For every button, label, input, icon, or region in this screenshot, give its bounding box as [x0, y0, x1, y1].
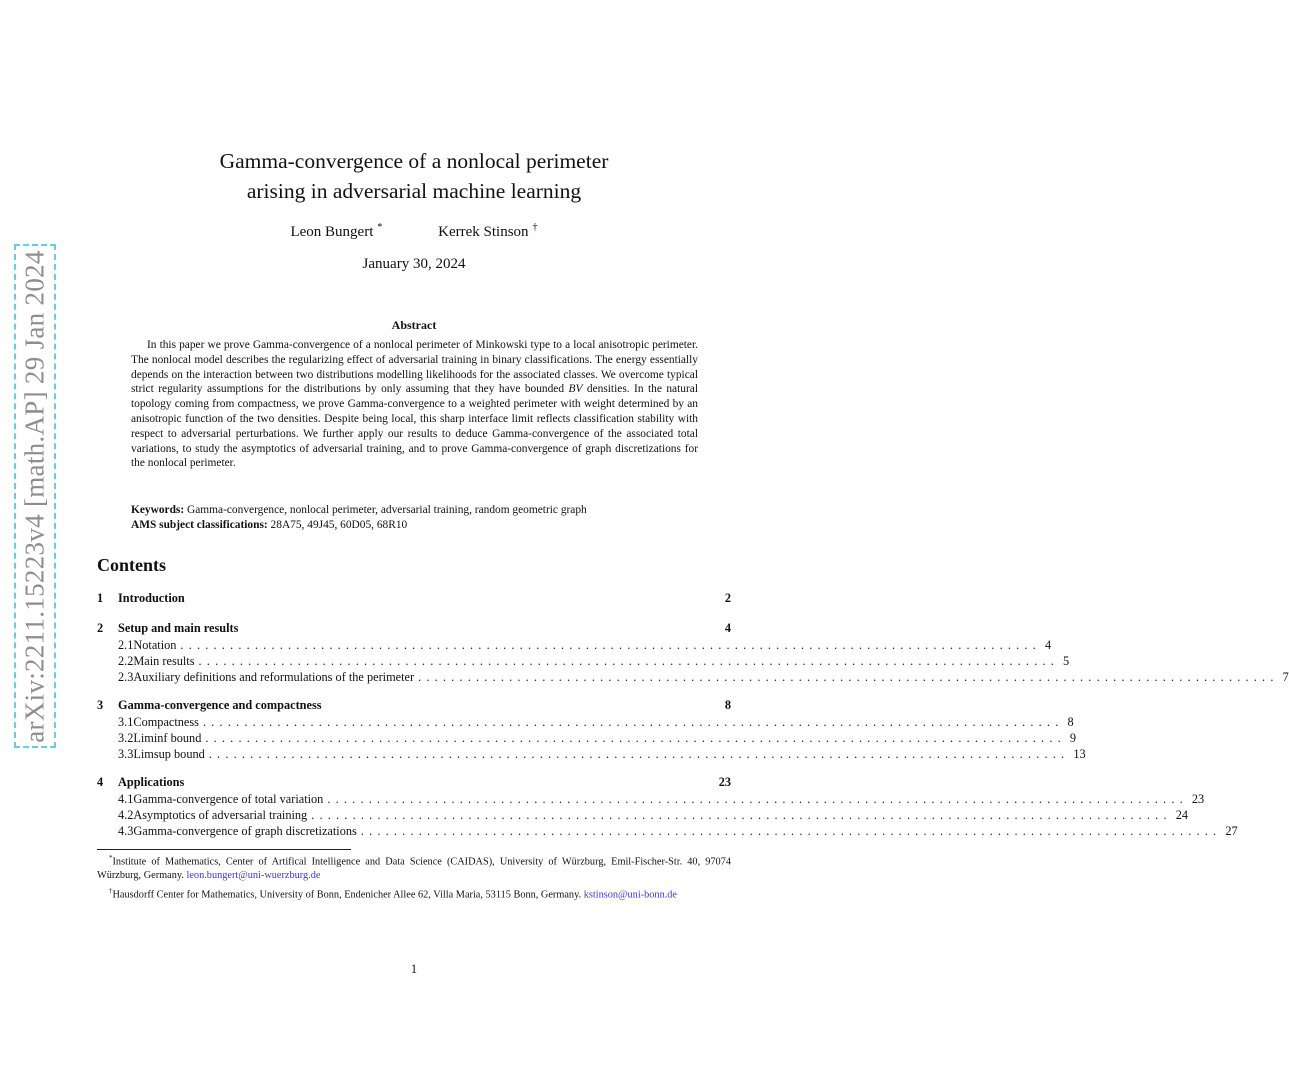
arxiv-stamp-text: arXiv:2211.15223v4 [math.AP] 29 Jan 2024 [19, 249, 50, 743]
toc-subsection-2-3[interactable] [97, 669, 1289, 685]
keywords-block [131, 503, 698, 533]
toc-subsection-page: 24 [1175, 808, 1189, 822]
toc-section-title: Setup and main results [118, 621, 239, 635]
toc-leader-dots: ........................................................................................................ [418, 670, 1279, 684]
toc-subsection-3-2[interactable] [97, 730, 1077, 746]
toc-subsection-4-2[interactable] [97, 807, 1189, 823]
toc-subsection-title: Main results [133, 654, 195, 668]
toc-subsection-number: 3.3 [118, 747, 134, 761]
toc-subsection-4-1[interactable] [97, 791, 1205, 807]
author-1 [290, 224, 382, 240]
toc-section-title: Applications [118, 775, 185, 789]
table-of-contents [97, 590, 1289, 839]
toc-leader-dots: ........................................................................................................ [180, 638, 1041, 652]
toc-section-title: Gamma-convergence and compactness [118, 698, 322, 712]
author-2-name: Kerrek Stinson [438, 224, 529, 240]
toc-subsection-title: Auxiliary definitions and reformulations of the perimeter [133, 670, 415, 684]
abstract-text-part-1: In this paper we prove Gamma-convergence of a nonlocal perimeter of Minkowski type to a local anisotropic perimeter. The nonlocal model describes the regularizing effect of adversarial training in binary classifications. The energy essentially depends on the interaction between two distributions modelling likelihoods for the associated classes. We overcome typical strict regularity assumptions for the distributions by only assuming that they have bounded [131, 339, 698, 396]
toc-subsection-page: 9 [1069, 731, 1077, 745]
title-line-2: arising in adversarial machine learning [246, 179, 582, 203]
footnotes [97, 852, 731, 904]
toc-subsection-4-3[interactable] [97, 823, 1238, 839]
toc-section-number: 1 [97, 591, 104, 605]
toc-section-title: Introduction [118, 591, 185, 605]
toc-section-page: 8 [724, 698, 731, 712]
toc-subsection-3-3[interactable] [97, 746, 1086, 762]
toc-subsection-2-2[interactable] [97, 653, 1070, 669]
page-number: 1 [410, 962, 418, 976]
footnote-1-text: Institute of Mathematics, Center of Artifical Intelligence and Data Science (CAIDAS), University of Würzburg, Emil-Fischer-Str. 40, 97074 Würzburg, Germany. [97, 856, 731, 882]
footnote-2-email-link[interactable]: kstinson@uni-bonn.de [583, 889, 678, 901]
toc-section-3[interactable] [97, 697, 731, 714]
keywords-label: Keywords: [131, 504, 185, 516]
keywords-value: Gamma-convergence, nonlocal perimeter, adversarial training, random geometric graph [187, 504, 587, 516]
toc-subsection-page: 13 [1073, 747, 1086, 761]
toc-leader-dots: ........................................................................................................ [205, 731, 1066, 745]
toc-subsection-title: Gamma-convergence of graph discretizations [133, 824, 357, 838]
toc-subsection-number: 4.3 [118, 824, 134, 838]
toc-subsection-title: Limsup bound [133, 747, 205, 761]
toc-subsection-number: 4.2 [118, 808, 134, 822]
footnote-2-text: Hausdorff Center for Mathematics, University of Bonn, Endenicher Allee 62, Villa Maria, 53115 Bonn, Germany. [112, 889, 584, 901]
footnote-1-email-link[interactable]: leon.bungert@uni-wuerzburg.de [186, 870, 321, 882]
ams-value: 28A75, 49J45, 60D05, 68R10 [270, 519, 408, 531]
abstract-text-part-2: densities. In the natural topology coming from compactness, we prove Gamma-convergence to a weighted perimeter with weight determined by an anisotropic function of the two densities. Despite being local, this sharp interface limit reflects classification stability with respect to adversarial perturbations. We further apply our results to deduce Gamma-convergence of the associated total variations, to study the asymptotics of adversarial training, and to prove Gamma-convergence of graph discretizations for the nonlocal perimeter. [131, 383, 698, 470]
toc-subsection-title: Liminf bound [133, 731, 202, 745]
toc-subsection-number: 2.2 [118, 654, 134, 668]
footnote-1-mark: * [109, 854, 113, 862]
toc-subsection-number: 3.2 [118, 731, 134, 745]
toc-subsection-page: 27 [1225, 824, 1238, 838]
toc-subsection-3-1[interactable] [97, 714, 1074, 730]
ams-line [131, 518, 698, 533]
contents-heading: Contents [97, 555, 167, 575]
toc-subsection-number: 2.3 [118, 670, 134, 684]
toc-subsection-number: 2.1 [118, 638, 134, 652]
paper-date: January 30, 2024 [362, 256, 466, 272]
toc-leader-dots: ........................................................................................................ [327, 792, 1188, 806]
toc-leader-dots: ........................................................................................................ [198, 654, 1060, 668]
title-line-1: Gamma-convergence of a nonlocal perimeter [219, 149, 609, 173]
toc-leader-dots: ........................................................................................................ [360, 824, 1222, 838]
abstract-heading: Abstract [391, 318, 437, 332]
toc-subsection-2-1[interactable] [97, 637, 1052, 653]
author-list [0, 222, 828, 241]
toc-subsection-number: 3.1 [118, 715, 134, 729]
toc-section-number: 3 [97, 698, 104, 712]
toc-subsection-page: 4 [1044, 638, 1052, 652]
toc-section-page: 23 [718, 775, 731, 789]
toc-section-page: 2 [724, 591, 731, 605]
abstract-bv-symbol: BV [568, 383, 583, 396]
toc-leader-dots: ........................................................................................................ [208, 747, 1070, 761]
toc-leader-dots: ........................................................................................................ [311, 808, 1172, 822]
footnote-rule [97, 849, 351, 850]
toc-subsection-page: 23 [1191, 792, 1205, 806]
toc-subsection-title: Gamma-convergence of total variation [133, 792, 324, 806]
toc-section-1[interactable] [97, 590, 731, 607]
toc-leader-dots: ........................................................................................................ [202, 715, 1064, 729]
toc-section-2[interactable] [97, 620, 731, 637]
toc-subsection-page: 7 [1282, 670, 1289, 684]
author-1-name: Leon Bungert [290, 224, 374, 240]
footnote-2 [97, 885, 731, 902]
toc-section-number: 4 [97, 775, 104, 789]
toc-subsection-title: Notation [133, 638, 177, 652]
author-2-mark: † [532, 222, 538, 233]
author-1-mark: * [377, 222, 383, 233]
paper-title [0, 146, 828, 206]
footnote-2-mark: † [109, 886, 113, 895]
toc-subsection-title: Compactness [133, 715, 199, 729]
toc-subsection-page: 8 [1067, 715, 1074, 729]
toc-section-page: 4 [724, 621, 731, 635]
footnote-1 [97, 852, 731, 883]
abstract-text [131, 338, 698, 471]
author-2 [438, 224, 537, 240]
toc-section-4[interactable] [97, 774, 731, 791]
toc-subsection-title: Asymptotics of adversarial training [133, 808, 308, 822]
toc-subsection-number: 4.1 [118, 792, 134, 806]
toc-subsection-page: 5 [1063, 654, 1070, 668]
ams-label: AMS subject classifications: [131, 519, 268, 531]
keywords-line [131, 503, 698, 518]
toc-section-number: 2 [97, 621, 104, 635]
